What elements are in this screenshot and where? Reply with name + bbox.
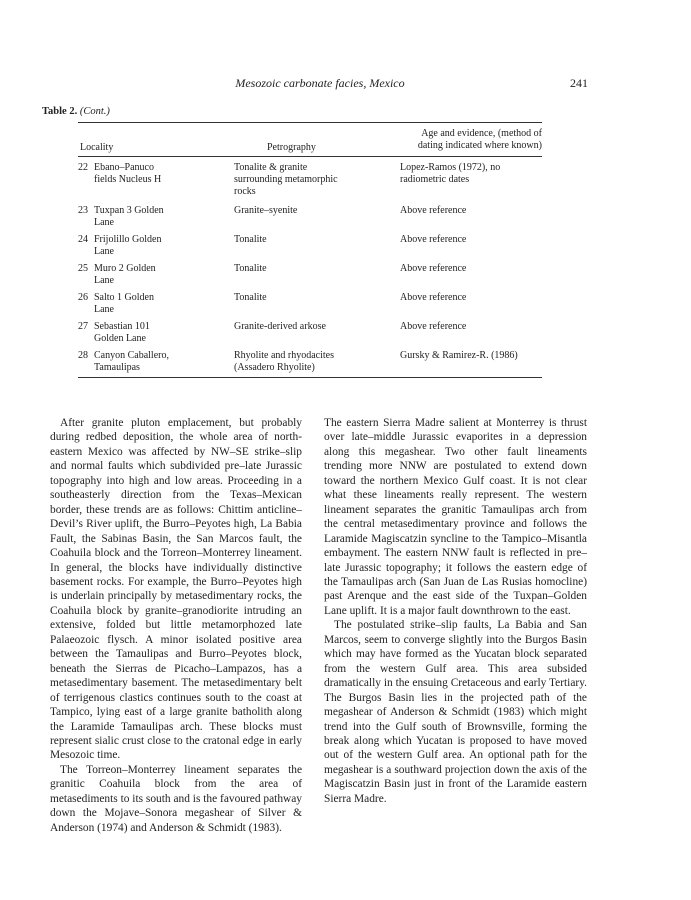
petrography-line: surrounding metamorphic [234,173,338,185]
locality-table [78,162,542,379]
cell-petrography [234,321,400,350]
locality-line: Salto 1 Golden [94,292,154,303]
column-header-age [400,128,542,152]
petrography-line: Tonalite [234,263,267,274]
age-evidence-line: radiometric dates [400,173,470,185]
paragraph: The eastern Sierra Madre salient at Monterrey is thrust over late–middle Jurassic evaporites in a depression along this megashear. Two other fault lineaments trending more NNW are postulated to extend down toward the northern Mexico Gulf coast. It is not clear what these lineaments really represent. The western lineament separates the granitic Tamaulipas arch from the central metasedimentary province and follows the Laramide Magiscatzin syncline to the Tampico–Misantla embayment. The eastern NNW fault is reflected in pre–late Jurassic topography; it follows the eastern edge of the Tamaulipas arch (San Juan de Las Rusias homocline) past Arenque and the east side of the Tuxpan–Golden Lane uplift. It is a major fault downthrown to the east. [324,417,587,617]
cell-age-evidence [400,321,542,350]
column-header-age-line1: Age and evidence, (method of [421,128,542,139]
table-caption [42,106,110,117]
petrography-line: (Assadero Rhyolite) [234,361,315,373]
table-header-rule [78,156,542,157]
table-caption-cont: (Cont.) [79,106,110,117]
locality-line: Lane [94,245,114,257]
locality-name [94,162,214,186]
table-row [78,205,542,234]
column-header-age-line2: dating indicated where known) [417,140,542,151]
locality-line: Tamaulipas [94,361,140,373]
body-column-left [50,416,302,835]
paragraph: The Torreon–Monterrey lineament separates the granitic Coahuila block from the area of metasediments to its south and is the favoured pathway down the Mojave–Sonora megashear of Silver & Anderson (1974) and Anderson & Schmidt (1983). [50,763,302,834]
locality-line: Muro 2 Golden [94,263,156,274]
locality-line: Lane [94,303,114,315]
table-row [78,350,542,379]
cell-age-evidence [400,350,542,379]
age-evidence-line: Above reference [400,234,467,245]
cell-petrography [234,350,400,379]
locality-line: Frijolillo Golden [94,234,162,245]
cell-locality [78,162,234,205]
table-row [78,162,542,205]
locality-line: Canyon Caballero, [94,350,169,361]
locality-number: 23 [78,205,88,216]
locality-line: Ebano–Panuco [94,162,154,173]
cell-locality [78,321,234,350]
petrography-line: Granite-derived arkose [234,321,326,332]
petrography-line: Tonalite & granite [234,162,308,173]
age-evidence-line: Lopez-Ramos (1972), no [400,162,501,173]
locality-name [94,234,214,258]
age-evidence-line: Gursky & Ramirez-R. (1986) [400,350,518,361]
locality-name [94,321,214,345]
cell-age-evidence [400,205,542,234]
age-evidence-line: Above reference [400,321,467,332]
age-evidence-line: Above reference [400,292,467,303]
petrography-line: rocks [234,185,256,197]
table-row [78,292,542,321]
locality-name [94,263,214,287]
table-top-rule [78,122,542,123]
cell-age-evidence [400,292,542,321]
cell-locality [78,292,234,321]
locality-line: Golden Lane [94,332,146,344]
body-column-right [324,416,587,806]
column-header-locality: Locality [80,142,114,153]
locality-number: 25 [78,263,88,274]
table-row [78,321,542,350]
locality-line: Tuxpan 3 Golden [94,205,164,216]
running-head: Mesozoic carbonate facies, Mexico [235,76,405,90]
cell-locality [78,205,234,234]
table-row [78,263,542,292]
cell-age-evidence [400,234,542,263]
locality-number: 22 [78,162,88,173]
locality-name [94,205,214,229]
locality-name [94,292,214,316]
cell-locality [78,234,234,263]
cell-locality [78,263,234,292]
cell-petrography [234,234,400,263]
cell-petrography [234,162,400,205]
cell-age-evidence [400,162,542,205]
locality-line: Sebastian 101 [94,321,150,332]
locality-line: Lane [94,216,114,228]
column-header-petrography: Petrography [267,142,316,153]
locality-number: 24 [78,234,88,245]
cell-petrography [234,263,400,292]
locality-name [94,350,214,374]
table-caption-label: Table 2. [42,106,78,117]
cell-petrography [234,292,400,321]
table-row [78,234,542,263]
cell-locality [78,350,234,379]
locality-line: Lane [94,274,114,286]
petrography-line: Tonalite [234,292,267,303]
cell-petrography [234,205,400,234]
locality-number: 27 [78,321,88,332]
cell-age-evidence [400,263,542,292]
petrography-line: Tonalite [234,234,267,245]
petrography-line: Granite–syenite [234,205,298,216]
page-number: 241 [570,76,588,90]
locality-number: 28 [78,350,88,361]
petrography-line: Rhyolite and rhyodacites [234,350,334,361]
age-evidence-line: Above reference [400,263,467,274]
table-bottom-rule [78,377,542,378]
locality-number: 26 [78,292,88,303]
locality-line: fields Nucleus H [94,173,162,185]
paragraph: The postulated strike–slip faults, La Babia and San Marcos, seem to converge slightly into the Burgos Basin which may have formed as the Yucatan block separated from the western Gulf area. This area subsided dramatically in the ensuing Cretaceous and early Tertiary. The Burgos Basin lies in the projected path of the megashear of Anderson & Schmidt (1983) which might trend into the Gulf south of Brownsville, forming the break along which Yucatan is proposed to have moved out of the western Gulf area. An optional path for the megashear is a southward projection down the axis of the Magiscatzin Basin just in front of the Laramide eastern Sierra Madre. [324,619,587,805]
paragraph: After granite pluton emplacement, but probably during redbed deposition, the whole area of north-eastern Mexico was affected by NW–SE strike–slip and normal faults which subdivided pre–late Jurassic topography into high and low areas. Proceeding in a southeasterly direction from the Texas–Mexican border, these trends are as follows: Chittim anticline–Devil’s River uplift, the Burro–Peyotes high, La Babia Fault, the Sabinas Basin, the San Marcos fault, the Coahuila block and the Torreon–Monterrey lineament. In general, the blocks have individually distinctive basement rocks. For example, the Burro–Peyotes high is underlain principally by metasedimentary rocks, the Coahuila block by granite–granodiorite intruding an extensive, folded but little metamorphozed late Palaeozoic flysch. A minor isolated positive area between the Tamaulipas and Burro–Peyotes block, beneath the Sierras de Picacho–Lampazos, has a metasedimentary basement. The metasedimentary belt of terrigenous clastics continues south to the coast at Tampico, lying east of a large granite batholith along the Laramide Tamaulipas arch. These blocks must represent sialic crust close to the cratonal edge in early Mesozoic time. [50,417,302,762]
age-evidence-line: Above reference [400,205,467,216]
